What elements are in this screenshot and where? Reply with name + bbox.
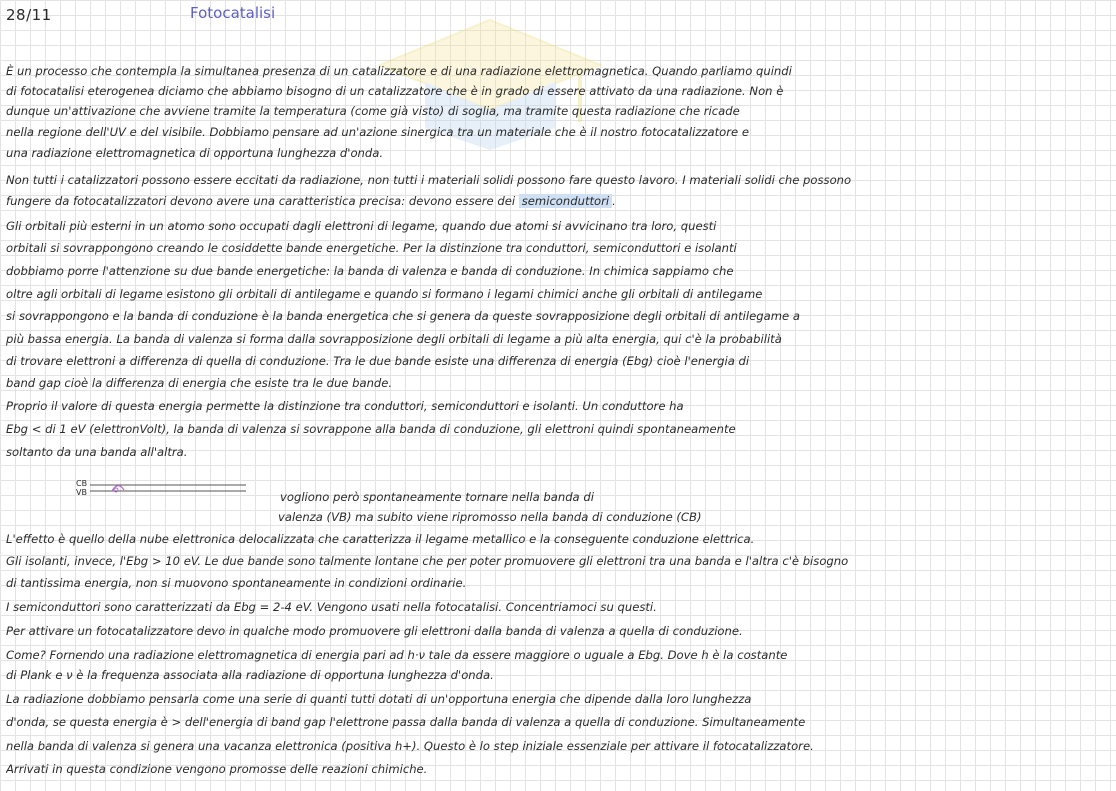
text-line: nella regione dell'UV e del visibile. Dobbiamo pensare ad un'azione sinergica tra un materiale che è il nostro fotocatalizzatore e: [6, 125, 749, 139]
cb-label: CB: [76, 479, 88, 488]
diagram-caption: valenza (VB) ma subito viene ripromosso nella banda di conduzione (CB): [278, 510, 702, 524]
text-line: di tantissima energia, non si muovono spontaneamente in condizioni ordinarie.: [6, 576, 467, 590]
text-line: dunque un'attivazione che avviene tramite la temperatura (come già visto) di soglia, ma tramite questa radiazione che ricade: [6, 104, 740, 118]
text-line: Per attivare un fotocatalizzatore devo in qualche modo promuovere gli elettroni dalla banda di valenza a quella di conduzione.: [6, 624, 743, 638]
diagram-caption: vogliono però spontaneamente tornare nella banda di: [280, 490, 594, 504]
text-line: Ebg < di 1 eV (elettronVolt), la banda di valenza si sovrappone alla banda di conduzione, gli elettroni quindi spontaneamente: [6, 422, 736, 436]
text-line: Arrivati in questa condizione vengono promosse delle reazioni chimiche.: [6, 762, 428, 776]
text-line: È un processo che contempla la simultanea presenza di un catalizzatore e di una radiazione elettromagnetica. Quando parliamo quindi: [6, 64, 792, 78]
text-line: oltre agli orbitali di legame esistono gli orbitali di antilegame e quando si formano i legami chimici anche gli orbitali di antilegame: [6, 287, 763, 301]
text-segment: .: [612, 194, 616, 208]
text-line: soltanto da una banda all'altra.: [6, 445, 188, 459]
band-lines-icon: [90, 476, 246, 506]
text-line: una radiazione elettromagnetica di opportuna lunghezza d'onda.: [6, 146, 384, 160]
text-line: più bassa energia. La banda di valenza si forma dalla sovrapposizione degli orbitali di legame a più alta energia, qui c'è la probabilità: [6, 332, 782, 346]
text-line-highlight: [6, 192, 1112, 210]
band-diagram: [76, 476, 246, 506]
text-line: La radiazione dobbiamo pensarla come una serie di quanti tutti dotati di un'opportuna energia che dipende dalla loro lunghezza: [6, 692, 752, 706]
page-title: Fotocatalisi: [190, 4, 276, 22]
text-segment: fungere da fotocatalizzatori devono avere una caratteristica precisa: devono essere dei: [6, 194, 516, 208]
text-line: L'effetto è quello della nube elettronica delocalizzata che caratterizza il legame metallico e la conseguente conduzione elettrica.: [6, 532, 755, 546]
highlighted-term: semiconduttori: [519, 194, 612, 208]
text-line: di trovare elettroni a differenza di quella di conduzione. Tra le due bande esiste una differenza di energia (Ebg) cioè l'energia di: [6, 354, 750, 368]
text-line: d'onda, se questa energia è > dell'energia di band gap l'elettrone passa dalla banda di valenza a quella di conduzione. Simultaneamente: [6, 715, 806, 729]
page-date: 28/11: [6, 6, 52, 24]
text-line: di fotocatalisi eterogenea diciamo che abbiamo bisogno di un catalizzatore che è in grado di essere attivato da una radiazione. Non è: [6, 84, 784, 98]
text-line: Gli isolanti, invece, l'Ebg > 10 eV. Le due bande sono talmente lontane che per poter promuovere gli elettroni tra una banda e l'altra c'è bisogno: [6, 554, 849, 568]
text-line: Non tutti i catalizzatori possono essere eccitati da radiazione, non tutti i materiali solidi possono fare questo lavoro. I materiali solidi che possono: [6, 173, 852, 187]
text-line: band gap cioè la differenza di energia che esiste tra le due bande.: [6, 376, 393, 390]
text-line: si sovrappongono e la banda di conduzione è la banda energetica che si genera da queste sovrapposizione degli orbitali di antilegame a: [6, 309, 800, 323]
text-line: dobbiamo porre l'attenzione su due bande energetiche: la banda di valenza e banda di conduzione. In chimica sappiamo che: [6, 264, 734, 278]
text-line: Proprio il valore di questa energia permette la distinzione tra conduttori, semiconduttori e isolanti. Un conduttore ha: [6, 399, 684, 413]
text-line: nella banda di valenza si genera una vacanza elettronica (positiva h+). Questo è lo step iniziale essenziale per attivare il fotocatalizzatore.: [6, 739, 814, 753]
text-line: I semiconduttori sono caratterizzati da Ebg = 2-4 eV. Vengono usati nella fotocatalisi. Concentriamoci su questi.: [6, 600, 657, 614]
vb-label: VB: [76, 488, 87, 497]
text-line: Gli orbitali più esterni in un atomo sono occupati dagli elettroni di legame, quando due atomi si avvicinano tra loro, questi: [6, 219, 717, 233]
text-line: di Plank e ν è la frequenza associata alla radiazione di opportuna lunghezza d'onda.: [6, 668, 494, 682]
text-line: Come? Fornendo una radiazione elettromagnetica di energia pari ad h·ν tale da essere maggiore o uguale a Ebg. Dove h è la costante: [6, 648, 788, 662]
text-line: orbitali si sovrappongono creando le cosiddette bande energetiche. Per la distinzione tra conduttori, semiconduttori e isolanti: [6, 241, 737, 255]
